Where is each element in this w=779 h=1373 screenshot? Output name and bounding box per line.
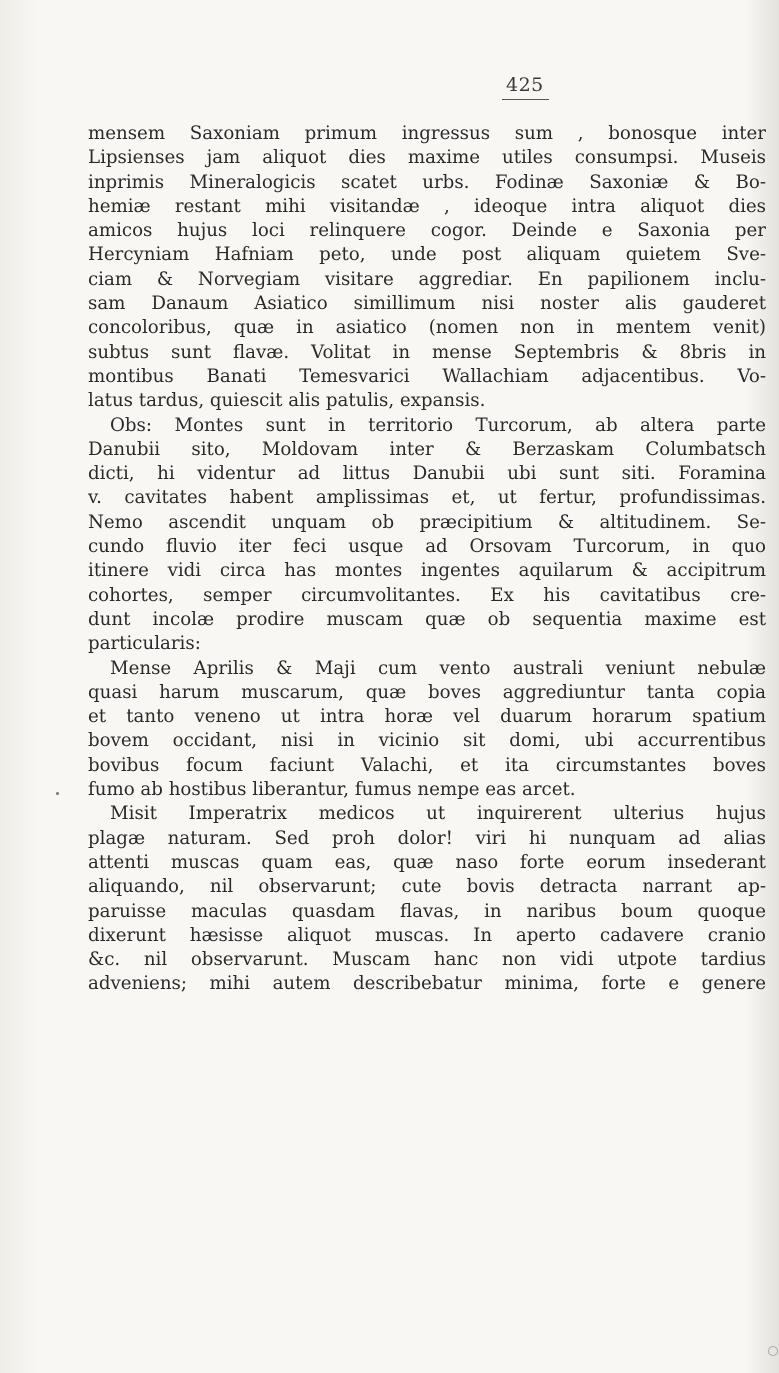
- text-line: bovibus focum faciunt Valachi, et ita circumstantes boves: [88, 754, 766, 776]
- text-line: inprimis Mineralogicis scatet urbs. Fodinæ Saxoniæ & Bo-: [88, 171, 766, 193]
- text-line: particularis:: [88, 633, 201, 655]
- text-line: Misit Imperatrix medicos ut inquirerent ulterius hujus: [110, 803, 766, 825]
- text-line: fumo ab hostibus liberantur, fumus nempe eas arcet.: [88, 779, 576, 801]
- text-line: subtus sunt flavæ. Volitat in mense Septembris & 8bris in: [88, 341, 766, 363]
- text-line: bovem occidant, nisi in vicinio sit domi, ubi accurrentibus: [88, 730, 766, 752]
- text-line: itinere vidi circa has montes ingentes aquilarum & accipitrum: [88, 560, 766, 582]
- text-line: Nemo ascendit unquam ob præcipitium & altitudinem. Se-: [88, 511, 766, 533]
- text-line: cohortes, semper circumvolitantes. Ex his cavitatibus cre-: [88, 584, 766, 606]
- body-text: [88, 122, 766, 997]
- text-line: paruisse maculas quasdam flavas, in naribus boum quoque: [88, 900, 766, 922]
- page-number: 425: [506, 74, 544, 96]
- text-line: concoloribus, quæ in asiatico (nomen non in mentem venit): [88, 317, 766, 339]
- text-line: plagæ naturam. Sed proh dolor! viri hi nunquam ad alias: [88, 827, 766, 849]
- text-line: v. cavitates habent amplissimas et, ut fertur, profundissimas.: [88, 487, 766, 509]
- text-line: Obs: Montes sunt in territorio Turcorum, ab altera parte: [110, 414, 766, 436]
- text-line: ciam & Norvegiam visitare aggrediar. En papilionem inclu-: [88, 268, 766, 290]
- text-line: latus tardus, quiescit alis patulis, expansis.: [88, 390, 486, 412]
- text-line: mensem Saxoniam primum ingressus sum , bonosque inter: [88, 123, 766, 144]
- margin-speck: [56, 792, 59, 795]
- text-line: hemiæ restant mihi visitandæ , ideoque intra aliquot dies: [88, 195, 766, 217]
- text-line: Danubii sito, Moldovam inter & Berzaskam Columbatsch: [88, 438, 766, 460]
- page-number-rule: [502, 99, 549, 100]
- text-line: dixerunt hæsisse aliquot muscas. In aperto cadavere cranio: [88, 924, 766, 946]
- text-line: attenti muscas quam eas, quæ naso forte eorum insederant: [88, 851, 766, 873]
- text-line: Hercyniam Hafniam peto, unde post aliquam quietem Sve-: [88, 244, 766, 266]
- text-line: Mense Aprilis & Maji cum vento australi veniunt nebulæ: [110, 657, 766, 679]
- text-line: dicti, hi videntur ad littus Danubii ubi sunt siti. Foramina: [88, 463, 766, 485]
- text-line: amicos hujus loci relinquere cogor. Deinde e Saxonia per: [88, 220, 766, 242]
- text-line: cundo fluvio iter feci usque ad Orsovam Turcorum, in quo: [88, 536, 766, 558]
- text-line: dunt incolæ prodire muscam quæ ob sequentia maxime est: [88, 608, 766, 630]
- text-line: montibus Banati Temesvarici Wallachiam adjacentibus. Vo-: [88, 365, 766, 387]
- text-line: quasi harum muscarum, quæ boves aggrediuntur tanta copia: [88, 681, 766, 703]
- text-line: sam Danaum Asiatico simillimum nisi noster alis gauderet: [88, 293, 766, 315]
- text-line: aliquando, nil observarunt; cute bovis detracta narrant ap-: [88, 876, 766, 898]
- text-line: et tanto veneno ut intra horæ vel duarum horarum spatium: [88, 706, 766, 728]
- corner-mark: [768, 1346, 778, 1356]
- text-line: &c. nil observarunt. Muscam hanc non vidi utpote tardius: [88, 949, 766, 971]
- text-line: adveniens; mihi autem describebatur minima, forte e genere: [88, 973, 766, 995]
- text-line: Lipsienses jam aliquot dies maxime utiles consumpsi. Museis: [88, 147, 766, 169]
